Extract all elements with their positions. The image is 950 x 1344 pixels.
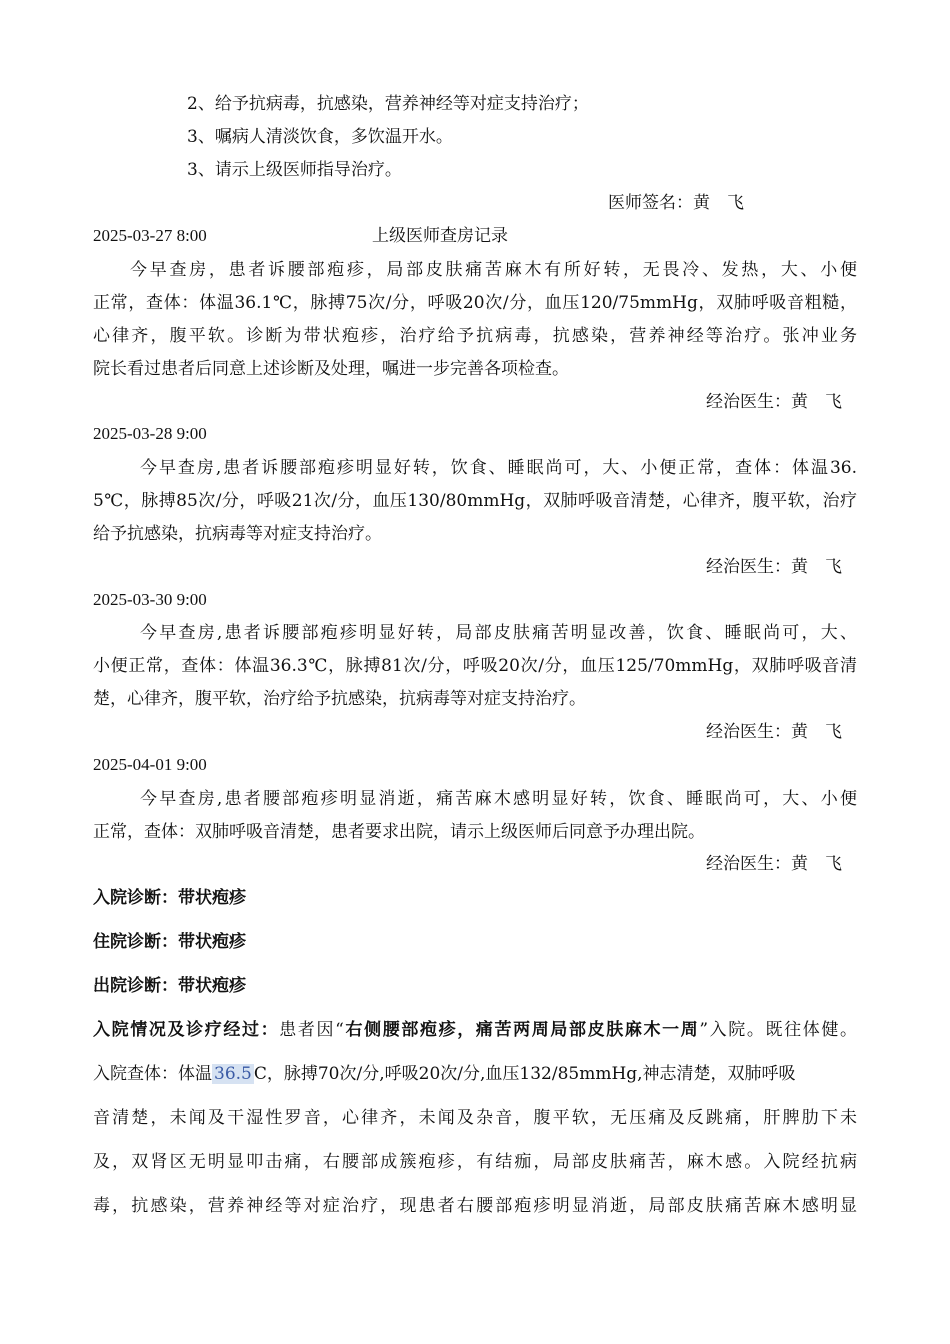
course-exam-line: [93, 1063, 796, 1085]
record-date: 2025-03-28 9:00: [93, 424, 207, 443]
course-intro-line: [93, 1019, 857, 1041]
course-intro-pre: 患者因“: [279, 1020, 344, 1040]
record-text-line: 5℃，脉搏85次/分，呼吸21次/分，血压130/80mmHg，双肺呼吸音清楚，心律齐，腹平软，治疗: [93, 491, 857, 511]
doctor-signature: 经治医生：黄 飞: [706, 392, 842, 412]
exam-post: C，脉搏70次/分,呼吸20次/分,血压132/85mmHg,神志清楚，双肺呼吸: [253, 1064, 796, 1084]
record-text-line: 院长看过患者后同意上述诊断及处理，嘱进一步完善各项检查。: [93, 359, 569, 379]
record-text-line: 心律齐，腹平软。诊断为带状疱疹，治疗给予抗病毒，抗感染，营养神经等治疗。张冲业务: [93, 326, 857, 346]
record-text-line: 今早查房,患者诉腰部疱疹明显好转，饮食、睡眠尚可，大、小便正常，查体：体温36.: [140, 458, 857, 478]
doctor-signature: 经治医生：黄 飞: [706, 854, 842, 874]
record-title: 上级医师查房记录: [372, 226, 508, 246]
record-text-line: 正常，查体：体温36.1℃，脉搏75次/分，呼吸20次/分，血压120/75mmHg，双肺呼吸音粗糙，: [93, 293, 857, 313]
record-text-line: 今早查房，患者诉腰部疱疹，局部皮肤痛苦麻木有所好转，无畏冷、发热，大、小便: [130, 260, 857, 280]
record-text-line: 今早查房,患者腰部疱疹明显消逝，痛苦麻木感明显好转，饮食、睡眠尚可，大、小便: [140, 789, 857, 809]
discharge-diagnosis: 出院诊断：带状疱疹: [93, 976, 246, 996]
record-text-line: 今早查房,患者诉腰部疱疹明显好转，局部皮肤痛苦明显改善，饮食、睡眠尚可，大、: [140, 623, 857, 643]
doctor-signature: 经治医生：黄 飞: [706, 557, 842, 577]
course-intro-post: ”入院。既往体健。: [699, 1020, 857, 1040]
course-text-line: 音清楚，未闻及干湿性罗音，心律齐，未闻及杂音，腹平软，无压痛及反跳痛，肝脾肋下未: [93, 1108, 857, 1128]
chief-complaint: 右侧腰部疱疹，痛苦两周局部皮肤麻木一周: [343, 1020, 700, 1040]
order-item: 3、请示上级医师指导治疗。: [187, 160, 402, 180]
record-text-line: 正常，查体：双肺呼吸音清楚，患者要求出院，请示上级医师后同意予办理出院。: [93, 822, 705, 842]
exam-pre: 入院查体：体温: [93, 1064, 212, 1084]
record-date: 2025-03-27 8:00: [93, 226, 207, 245]
record-text-line: 楚，心律齐，腹平软，治疗给予抗感染，抗病毒等对症支持治疗。: [93, 689, 586, 709]
inpatient-diagnosis: 住院诊断：带状疱疹: [93, 932, 246, 952]
course-text-line: 毒，抗感染，营养神经等对症治疗，现患者右腰部疱疹明显消逝，局部皮肤痛苦麻木感明显: [93, 1196, 857, 1216]
record-date: 2025-03-30 9:00: [93, 590, 207, 609]
physician-signature: 医师签名：黄 飞: [608, 193, 744, 213]
doctor-signature: 经治医生：黄 飞: [706, 722, 842, 742]
record-date: 2025-04-01 9:00: [93, 755, 207, 774]
order-item: 3、嘱病人清淡饮食，多饮温开水。: [187, 127, 453, 147]
admission-diagnosis: 入院诊断：带状疱疹: [93, 888, 246, 908]
course-label: 入院情况及诊疗经过：: [93, 1020, 280, 1040]
highlighted-temperature: 36.5: [214, 1064, 252, 1084]
record-text-line: 小便正常，查体：体温36.3℃，脉搏81次/分，呼吸20次/分，血压125/70mmHg，双肺呼吸音清: [93, 656, 857, 676]
record-text-line: 给予抗感染，抗病毒等对症支持治疗。: [93, 524, 382, 544]
course-text-line: 及，双肾区无明显叩击痛，右腰部成簇疱疹，有结痂，局部皮肤痛苦，麻木感。入院经抗病: [93, 1152, 857, 1172]
order-item: 2、给予抗病毒，抗感染，营养神经等对症支持治疗；: [187, 94, 589, 114]
